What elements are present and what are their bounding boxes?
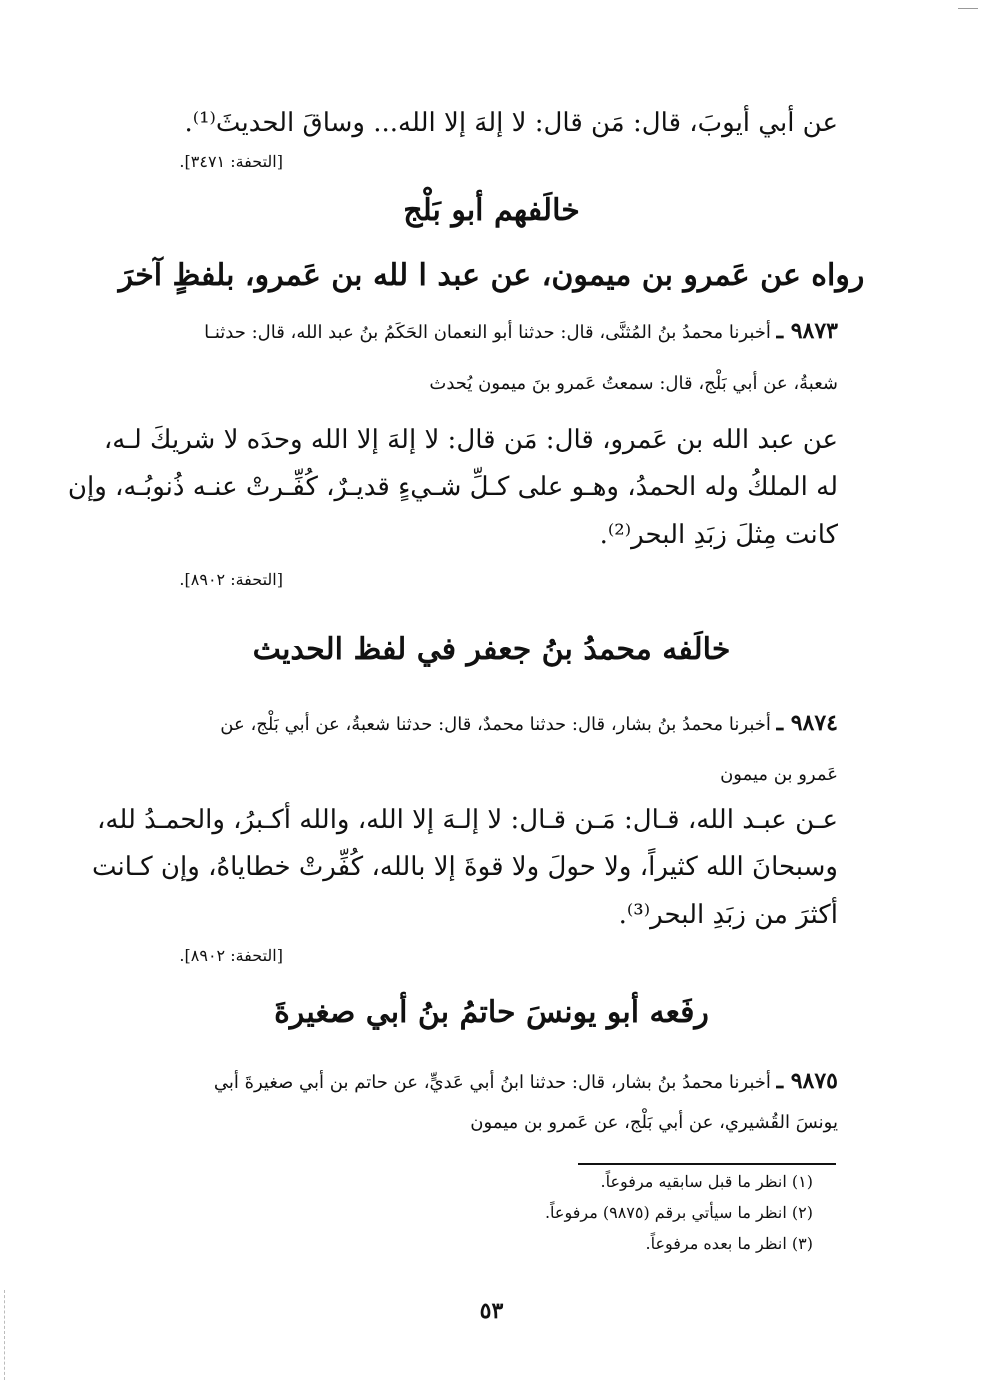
- hadith-isnad: [220, 710, 838, 736]
- footnote: (١) انظر ما قبل سابقيه مرفوعاً.: [600, 1172, 813, 1191]
- section-heading: خالَفهم أبو بَلْج: [403, 193, 580, 228]
- hadith-text-line: عن عبد الله بن عَمرو، قال: مَن قال: لا إلهَ إلا الله وحدَه لا شريكَ لـه،: [103, 425, 838, 455]
- tuhfa-reference: [التحفة: ٨٩٠٢].: [179, 570, 283, 589]
- hadith-isnad-line: شعبةُ، عن أبي بَلْج، قال: سمعتُ عَمرو بنَ ميمون يُحدث: [429, 373, 838, 394]
- footnote: (٣) انظر ما بعده مرفوعاً.: [645, 1234, 813, 1253]
- hadith-isnad-line: يونسَ القُشيري، عن أبي بَلْج، عن عَمرو بن ميمون: [470, 1112, 838, 1133]
- hadith-text-line: عـن عبـد الله، قـال: مَـن قـال: لا إلـهَ إلا الله، والله أكـبرُ، والحمـدُ لله،: [97, 805, 838, 835]
- tuhfa-reference: [التحفة: ٨٩٠٢].: [179, 946, 283, 965]
- text-line: عن أبي أيوبَ، قال: مَن قال: لا إلهَ إلا الله... وساقَ الحديثَ⁽¹⁾.: [184, 108, 838, 138]
- hadith-isnad-line: عَمرو بن ميمون: [720, 764, 838, 785]
- tuhfa-reference: [التحفة: ٣٤٧١].: [179, 152, 283, 171]
- hadith-text-line: كانت مِثلَ زبَدِ البحر⁽²⁾.: [599, 520, 838, 550]
- section-heading: خالَفه محمدُ بنُ جعفر في لفظ الحديث: [252, 632, 731, 667]
- footnote: (٢) انظر ما سيأتي برقم (٩٨٧٥) مرفوعاً.: [544, 1203, 813, 1222]
- hadith-text-line: أكثرَ من زبَدِ البحر⁽³⁾.: [618, 900, 838, 930]
- hadith-text-line: له الملكُ وله الحمدُ، وهـو على كـلِّ شـيءٍ قديـرٌ، كُفِّـرتْ عنـه ذُنوبُـه، وإن: [67, 472, 838, 502]
- corner-mark: [958, 8, 978, 9]
- isnad-text: أخبرنا محمدُ بنُ بشار، قال: حدثنا محمدٌ، قال: حدثنا شعبةُ، عن أبي بَلْج، عن: [220, 714, 771, 735]
- hadith-number: ٩٨٧٣ ـ: [776, 318, 838, 344]
- hadith-text-line: وسبحانَ الله كثيراً، ولا حولَ ولا قوةَ إلا بالله، كُفِّرتْ خطاياهُ، وإن كـانت: [91, 852, 838, 882]
- section-heading: رواه عن عَمرو بن ميمون، عن عبد ا لله بن عَمرو، بلفظٍ آخرَ: [118, 258, 865, 293]
- hadith-isnad: [204, 318, 838, 344]
- isnad-text: أخبرنا محمدُ بنُ المُثنَّى، قال: حدثنا أبو النعمان الحَكَمُ بنُ عبد الله، قال: حدثنـا: [204, 322, 771, 343]
- section-heading: رفَعه أبو يونسَ حاتمُ بنُ أبي صغيرةَ: [274, 995, 709, 1030]
- page-number: ٥٣: [479, 1298, 504, 1324]
- isnad-text: أخبرنا محمدُ بنُ بشار، قال: حدثنا ابنُ أبي عَديٍّ، عن حاتم بن أبي صغيرةَ أبي: [213, 1072, 771, 1093]
- hadith-number: ٩٨٧٤ ـ: [776, 710, 838, 736]
- footnote-separator: [578, 1163, 836, 1165]
- hadith-isnad: [214, 1068, 838, 1094]
- hadith-number: ٩٨٧٥ ـ: [776, 1068, 838, 1094]
